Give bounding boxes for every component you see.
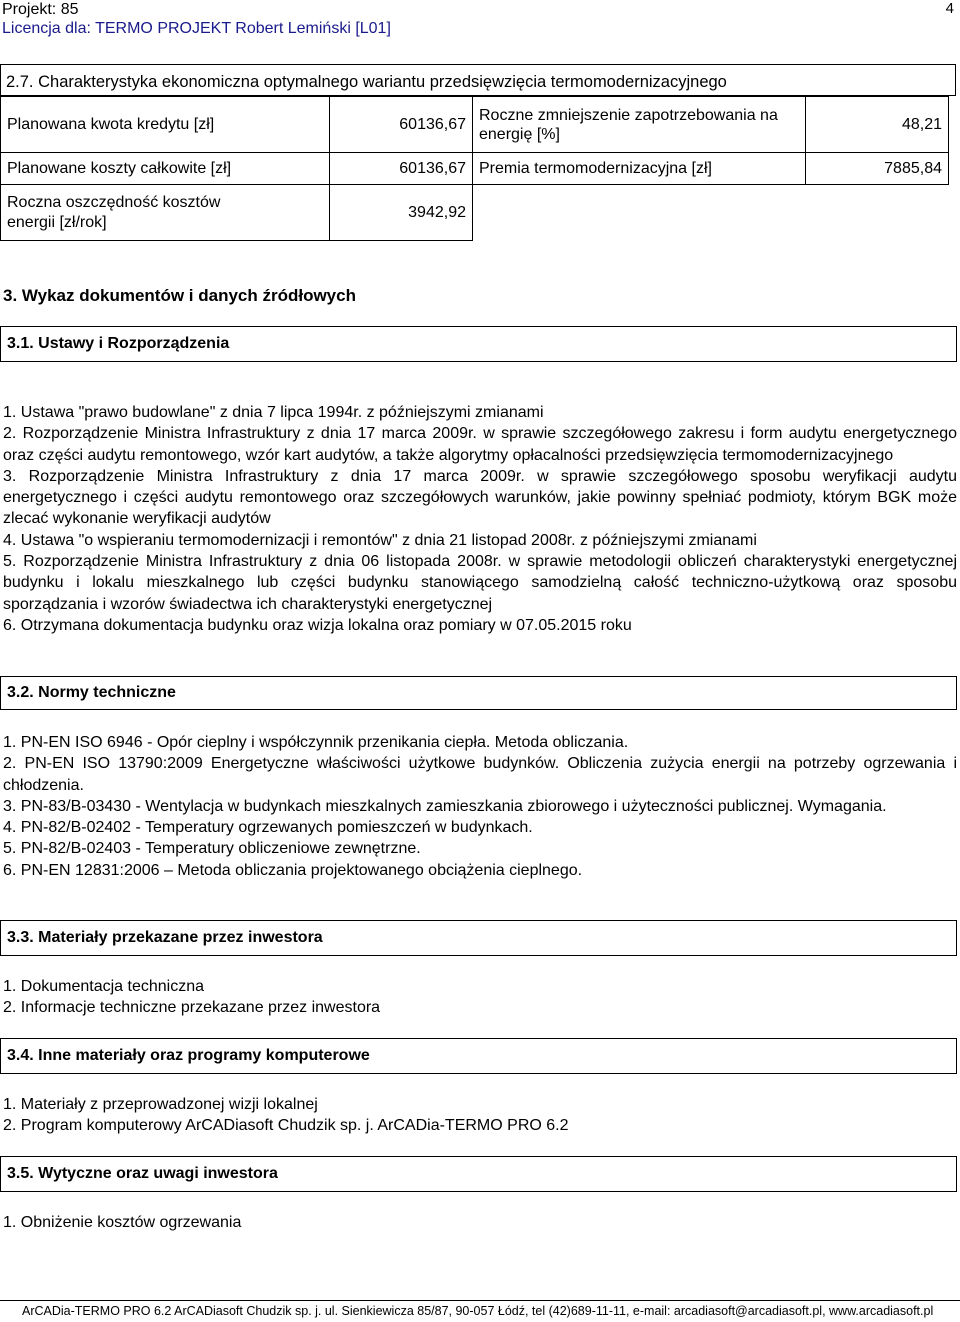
section-3-1-list bbox=[3, 402, 957, 636]
list-item: 3. PN-83/B-03430 - Wentylacja w budynkach mieszkalnych zamieszkania zbiorowego i użyteczności publicznej. Wymagania. bbox=[3, 797, 887, 815]
section-3-2-title: 3.2. Normy techniczne bbox=[7, 684, 176, 701]
total-cost-value: 60136,67 bbox=[330, 153, 473, 185]
section-3-4-title: 3.4. Inne materiały oraz programy komputerowe bbox=[7, 1047, 370, 1064]
reduction-value: 48,21 bbox=[806, 97, 949, 153]
page-footer bbox=[0, 1300, 960, 1318]
section-3-2-box bbox=[0, 676, 957, 710]
total-cost-label: Planowane koszty całkowite [zł] bbox=[1, 153, 330, 185]
premium-value: 7885,84 bbox=[806, 153, 949, 185]
list-item: 4. Ustawa "o wspieraniu termomodernizacji i remontów" z dnia 21 listopad 2008r. z późniejszymi zmianami bbox=[3, 531, 757, 549]
section-3-2-list bbox=[3, 732, 957, 881]
savings-value: 3942,92 bbox=[330, 185, 473, 241]
section-3-3-title: 3.3. Materiały przekazane przez inwestora bbox=[7, 929, 323, 946]
section-3-3-box bbox=[0, 920, 957, 956]
economic-table bbox=[0, 96, 949, 241]
section-3-1-title: 3.1. Ustawy i Rozporządzenia bbox=[7, 335, 230, 352]
list-item: 4. PN-82/B-02402 - Temperatury ogrzewanych pomieszczeń w budynkach. bbox=[3, 819, 533, 837]
table-row bbox=[1, 97, 949, 153]
section-2-7-title: 2.7. Charakterystyka ekonomiczna optymalnego wariantu przedsięwzięcia termomodernizacyjnego bbox=[6, 73, 727, 91]
section-3-3-list bbox=[3, 976, 957, 1019]
table-row bbox=[1, 185, 949, 241]
list-item: 1. Ustawa "prawo budowlane" z dnia 7 lipca 1994r. z późniejszymi zmianami bbox=[3, 404, 544, 421]
list-item: 2. Rozporządzenie Ministra Infrastruktury z dnia 17 marca 2009r. w sprawie szczegółowego zakresu i form audytu energetycznego oraz części audytu remontowego, wzór kart audytów, a także algorytmy opłacalności przedsięwzięcia termomodernizacyjnego bbox=[3, 425, 957, 464]
list-item: 3. Rozporządzenie Ministra Infrastruktury z dnia 17 marca 2009r. w sprawie szczegółowego sposobu weryfikacji audytu energetycznego i części audytu remontowego oraz szczegółowych warunków, jakie powinny spełniać podmioty, którym BGK może zlecać wykonanie weryfikacji audytów bbox=[3, 467, 957, 528]
list-item: 1. Dokumentacja techniczna bbox=[3, 978, 204, 995]
table-row bbox=[1, 153, 949, 185]
page-header bbox=[2, 0, 391, 38]
section-3-4-box bbox=[0, 1038, 957, 1074]
reduction-label: Roczne zmniejszenie zapotrzebowania na energię [%] bbox=[473, 97, 806, 153]
project-label: Projekt: 85 bbox=[2, 1, 79, 18]
section-3-5-title: 3.5. Wytyczne oraz uwagi inwestora bbox=[7, 1165, 278, 1182]
section-3-title: 3. Wykaz dokumentów i danych źródłowych bbox=[3, 286, 356, 305]
list-item: 6. Otrzymana dokumentacja budynku oraz wizja lokalna oraz pomiary w 07.05.2015 roku bbox=[3, 616, 632, 634]
credit-label: Planowana kwota kredytu [zł] bbox=[1, 97, 330, 153]
savings-label: Roczna oszczędność kosztów energii [zł/rok] bbox=[1, 185, 330, 241]
credit-value: 60136,67 bbox=[330, 97, 473, 153]
footer-text: ArCADia-TERMO PRO 6.2 ArCADiasoft Chudzik sp. j. ul. Sienkiewicza 85/87, 90-057 Łódź, tel (42)689-11-11, e-mail: arcadiasoft@arcadiasoft.pl, www.arcadiasoft.pl bbox=[22, 1304, 934, 1318]
list-item: 1. PN-EN ISO 6946 - Opór cieplny i współczynnik przenikania ciepła. Metoda obliczania. bbox=[3, 734, 629, 751]
list-item: 1. Obniżenie kosztów ogrzewania bbox=[3, 1214, 242, 1231]
license-label: Licencja dla: TERMO PROJEKT Robert Lemiński [L01] bbox=[2, 20, 391, 37]
section-3-5-list bbox=[3, 1212, 957, 1233]
premium-label: Premia termomodernizacyjna [zł] bbox=[473, 153, 806, 185]
section-3-1-box bbox=[0, 326, 957, 362]
list-item: 2. Informacje techniczne przekazane przez inwestora bbox=[3, 999, 381, 1017]
list-item: 5. PN-82/B-02403 - Temperatury obliczeniowe zewnętrzne. bbox=[3, 840, 421, 858]
list-item: 2. Program komputerowy ArCADiasoft Chudzik sp. j. ArCADia-TERMO PRO 6.2 bbox=[3, 1117, 569, 1135]
list-item: 2. PN-EN ISO 13790:2009 Energetyczne właściwości użytkowe budynków. Obliczenia zużycia energii na potrzeby ogrzewania i chłodzenia. bbox=[3, 755, 957, 794]
list-item: 6. PN-EN 12831:2006 – Metoda obliczania projektowanego obciążenia cieplnego. bbox=[3, 861, 583, 879]
list-item: 1. Materiały z przeprowadzonej wizji lokalnej bbox=[3, 1096, 318, 1113]
section-3-5-box bbox=[0, 1156, 957, 1192]
page-number: 4 bbox=[945, 0, 954, 17]
list-item: 5. Rozporządzenie Ministra Infrastruktury z dnia 06 listopada 2008r. w sprawie metodologii obliczeń charakterystyki energetycznej budynku i lokalu mieszkalnego lub części budynku stanowiącego samodzielną całość techniczno-użytkową oraz sposobu sporządzania i wzorów świadectwa ich charakterystyki energetycznej bbox=[3, 553, 957, 613]
section-3-4-list bbox=[3, 1094, 957, 1137]
